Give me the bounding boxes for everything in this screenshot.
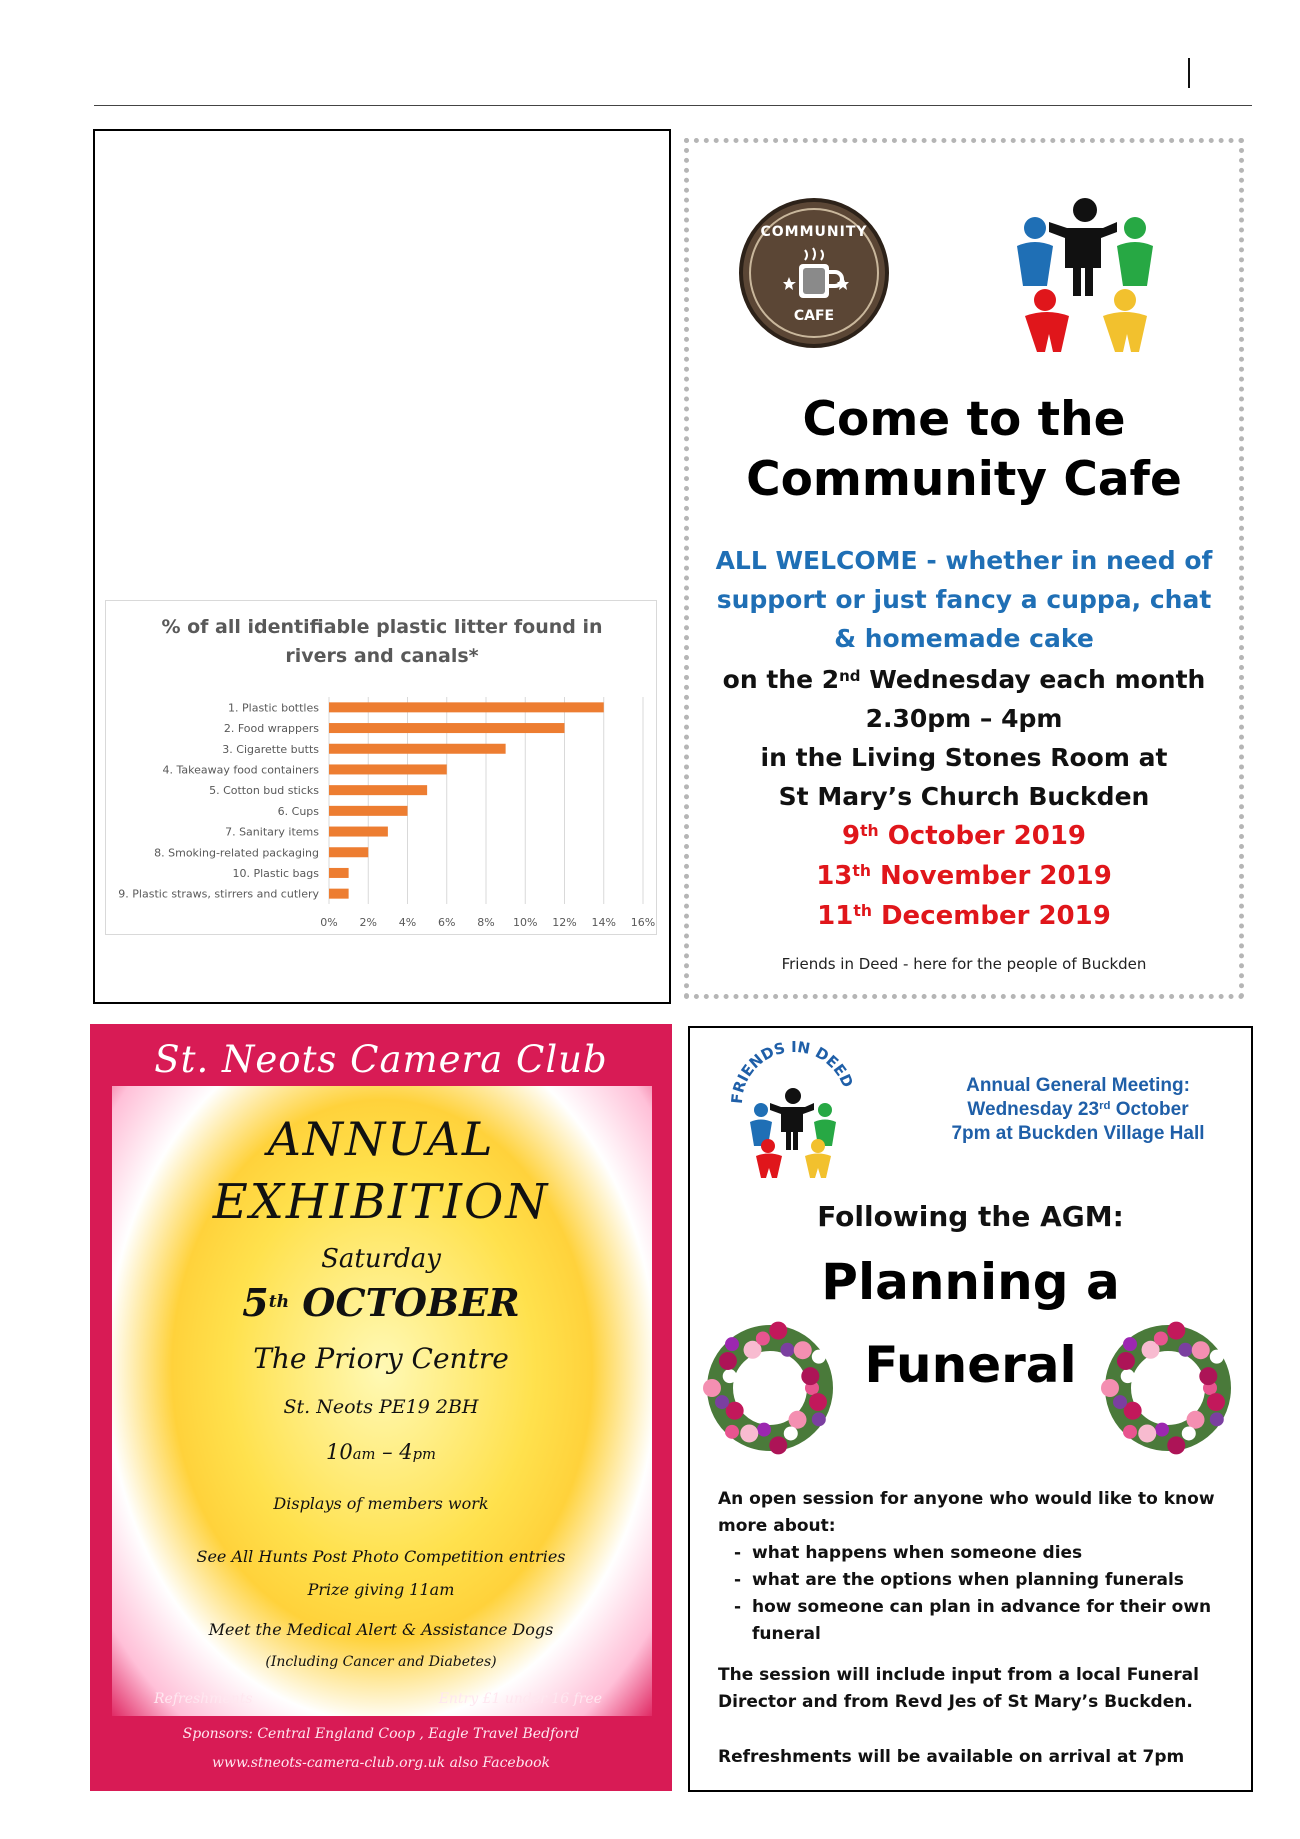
chart-category-label: 6. Cups (277, 804, 319, 818)
cafe-heading (689, 390, 1239, 510)
chart-x-tick-label: 2% (359, 916, 377, 929)
wreath-flower (794, 1341, 812, 1359)
wreath-flower (1210, 1412, 1224, 1426)
chart-category-label: 3. Cigarette butts (222, 742, 319, 756)
wreath-flower (1155, 1423, 1169, 1437)
cafe-logo-bottom-text: CAFE (793, 308, 835, 324)
exhibition-time-sep: – (375, 1440, 400, 1464)
chart-bar (329, 868, 349, 878)
agm-line-2-sup: rd (1099, 1100, 1111, 1113)
chart-bar (329, 806, 408, 816)
camera-refreshments: Refreshments (154, 1691, 253, 1707)
chart-category-label: 2. Food wrappers (223, 722, 319, 736)
cafe-welcome-line-3: & homemade cake (834, 624, 1094, 653)
wreath-flower (1187, 1411, 1205, 1429)
camera-sponsors: Sponsors: Central England Coop , Eagle Travel Bedford (182, 1726, 580, 1742)
chart-bar (329, 744, 506, 754)
chart-bar (329, 785, 427, 795)
cafe-place-line-2: St Mary’s Church Buckden (778, 782, 1150, 811)
funeral-topic-1: - what happens when someone dies (730, 1540, 1228, 1567)
spacer (718, 1730, 1228, 1744)
chart-category-label: 5. Cotton bud sticks (209, 784, 319, 798)
exhibition-prize: Prize giving 11am (307, 1580, 455, 1599)
chart-x-tick-label: 12% (552, 916, 577, 929)
agm-line-2-pre: Wednesday 23 (967, 1099, 1100, 1120)
wreath-flower (769, 1322, 787, 1340)
wreath-flower (1207, 1393, 1225, 1411)
wreath-flower (1138, 1424, 1156, 1442)
wreath-flower (1167, 1436, 1185, 1454)
cafe-when-pre: on the 2 (722, 665, 840, 694)
cafe-date-2 (689, 856, 1239, 896)
camera-website: www.stneots-camera-club.org.uk also Facebook (212, 1755, 550, 1771)
cafe-when-post: Wednesday each month (860, 665, 1206, 694)
exhibition-date-month: OCTOBER (289, 1280, 520, 1325)
cafe-date-2-day: 13 (816, 861, 853, 891)
wreath-flower (725, 1337, 739, 1351)
cafe-heading-line-2: Community Cafe (746, 452, 1182, 507)
chart-title-line-2: rivers and canals* (285, 645, 479, 667)
agm-line-2 (928, 1098, 1228, 1122)
wreath-flower (1178, 1343, 1192, 1357)
spacer (718, 1648, 1228, 1662)
header-rule (94, 105, 1252, 106)
wreath-flower (1192, 1341, 1210, 1359)
chart-category-label: 1. Plastic bottles (228, 701, 319, 715)
wreath-flower (703, 1379, 721, 1397)
spacer (718, 1716, 1228, 1730)
coffee-cup-icon (783, 246, 849, 304)
wreath-flower (780, 1343, 794, 1357)
chart-bar (329, 827, 388, 837)
wreath-flower (1210, 1350, 1224, 1364)
exhibition-date-num: 5 (242, 1280, 269, 1325)
plastic-litter-chart (105, 600, 657, 935)
chart-x-tick-label: 6% (438, 916, 456, 929)
funeral-title-line-2: Funeral (864, 1336, 1077, 1394)
exhibition-time-start-unit: am (352, 1446, 376, 1463)
friends-in-deed-logo (728, 1034, 858, 1180)
agm-notice (928, 1074, 1228, 1146)
cafe-place-line-1: in the Living Stones Room at (760, 743, 1168, 772)
cafe-time: 2.30pm – 4pm (865, 704, 1063, 733)
wreath-flower (784, 1426, 798, 1440)
chart-title (106, 613, 658, 671)
wreath-flower (809, 1393, 827, 1411)
wreath-flower (715, 1395, 729, 1409)
wreath-flower (1154, 1332, 1168, 1346)
cafe-logo-top-text: COMMUNITY (760, 224, 868, 240)
funeral-title-line-1: Planning a (821, 1253, 1120, 1311)
wreath-flower (1121, 1369, 1135, 1383)
wreath-flower (1182, 1426, 1196, 1440)
chart-x-tick-label: 10% (513, 916, 538, 929)
wreath-flower (756, 1332, 770, 1346)
chart-x-tick-label: 8% (477, 916, 495, 929)
chart-category-label: 10. Plastic bags (232, 866, 319, 880)
wreath-right-icon (1098, 1318, 1238, 1458)
cafe-dates (689, 816, 1239, 936)
cafe-footer: Friends in Deed - here for the people of Buckden (781, 955, 1147, 973)
cafe-welcome-line-2: support or just fancy a cuppa, chat (716, 585, 1212, 614)
cafe-date-1-rest: October 2019 (878, 821, 1086, 851)
cafe-date-1 (689, 816, 1239, 856)
wreath-flower (1199, 1367, 1217, 1385)
cafe-welcome (689, 541, 1239, 658)
cafe-date-2-rest: November 2019 (870, 861, 1112, 891)
funeral-topics (718, 1540, 1228, 1648)
chart-bar (329, 847, 368, 857)
cafe-date-1-sup: th (860, 822, 879, 841)
camera-club-panel (90, 1024, 672, 1791)
cafe-date-3-sup: th (853, 902, 872, 921)
wreath-flower (723, 1369, 737, 1383)
chart-x-tick-label: 14% (591, 916, 616, 929)
community-cafe-panel (684, 138, 1244, 999)
chart-bar (329, 764, 447, 774)
funeral-session: The session will include input from a local Funeral Director and from Revd Jes of St Mary’s Buckden. (718, 1665, 1199, 1712)
chart-category-label: 4. Takeaway food containers (162, 763, 319, 777)
cafe-date-3 (689, 896, 1239, 936)
cafe-date-2-sup: th (852, 862, 871, 881)
wreath-flower (1167, 1322, 1185, 1340)
wreath-flower (1117, 1352, 1135, 1370)
exhibition-dogs-note: (Including Cancer and Diabetes) (265, 1654, 497, 1670)
cafe-date-3-rest: December 2019 (871, 901, 1111, 931)
chart-x-tick-label: 0% (320, 916, 338, 929)
chart-title-line-1: % of all identifiable plastic litter found in (161, 616, 603, 638)
exhibition-address: St. Neots PE19 2BH (283, 1396, 479, 1418)
cafe-date-3-day: 11 (817, 901, 854, 931)
cafe-welcome-line-1: ALL WELCOME - whether in need of (715, 546, 1213, 575)
chart-bar (329, 723, 565, 733)
funeral-topic-2: - what are the options when planning funerals (730, 1567, 1228, 1594)
exhibition-time (90, 1440, 672, 1464)
funeral-topic-3: - how someone can plan in advance for their own funeral (730, 1594, 1228, 1648)
agm-line-1: Annual General Meeting: (966, 1075, 1190, 1096)
fid-logo-text: FRIENDS IN DEED (728, 1037, 857, 1105)
wreath-flower (725, 1425, 739, 1439)
wreath-flower (1101, 1379, 1119, 1397)
wreath-flower (789, 1411, 807, 1429)
cafe-date-1-day: 9 (842, 821, 861, 851)
chart-bar (329, 702, 604, 712)
friends-in-deed-people-icon (1005, 188, 1165, 358)
funeral-refreshments: Refreshments will be available on arrival at 7pm (718, 1747, 1185, 1767)
chart-bar (329, 889, 349, 899)
chart-x-tick-label: 16% (630, 916, 656, 929)
wreath-left-icon (700, 1318, 840, 1458)
camera-entry: Entry £1 under 16 free (438, 1691, 602, 1707)
wreath-flower (719, 1352, 737, 1370)
chart-category-label: 7. Sanitary items (225, 825, 319, 839)
funeral-panel (688, 1026, 1253, 1792)
funeral-intro: An open session for anyone who would like to know more about: (718, 1489, 1215, 1536)
community-cafe-logo (739, 198, 889, 348)
exhibition-dogs: Meet the Medical Alert & Assistance Dogs (208, 1620, 554, 1639)
exhibition-date-sup: th (268, 1292, 290, 1313)
exhibition-venue: The Priory Centre (253, 1342, 509, 1375)
exhibition-time-end-unit: pm (412, 1446, 436, 1463)
exhibition-title: EXHIBITION (212, 1174, 550, 1230)
exhibition-day: Saturday (321, 1244, 441, 1274)
wreath-flower (1113, 1395, 1127, 1409)
plastic-litter-panel (93, 129, 671, 1004)
wreath-flower (1123, 1337, 1137, 1351)
page-number-bar (1188, 58, 1190, 88)
wreath-flower (769, 1436, 787, 1454)
wreath-flower (757, 1423, 771, 1437)
agm-line-2-post: October (1110, 1099, 1189, 1120)
exhibition-date (90, 1280, 672, 1325)
exhibition-competition: See All Hunts Post Photo Competition entries (196, 1547, 566, 1566)
funeral-body (718, 1486, 1228, 1771)
agm-line-3: 7pm at Buckden Village Hall (951, 1123, 1205, 1144)
exhibition-annual: ANNUAL (267, 1112, 495, 1166)
cafe-logo-ring (749, 208, 879, 338)
exhibition-displays: Displays of members work (273, 1494, 489, 1513)
exhibition-time-start: 10 (326, 1440, 353, 1464)
wreath-flower (740, 1424, 758, 1442)
cafe-details (689, 660, 1239, 816)
cafe-when (689, 660, 1239, 699)
camera-club-title: St. Neots Camera Club (154, 1038, 608, 1081)
chart-category-label: 8. Smoking-related packaging (154, 846, 319, 860)
wreath-flower (801, 1367, 819, 1385)
cafe-when-sup: nd (839, 666, 861, 685)
chart-x-tick-label: 4% (398, 916, 417, 929)
wreath-flower (812, 1412, 826, 1426)
wreath-flower (812, 1350, 826, 1364)
cafe-heading-line-1: Come to the (802, 392, 1126, 447)
following-agm: Following the AGM: (817, 1200, 1124, 1233)
chart-category-label: 9. Plastic straws, stirrers and cutlery (118, 887, 319, 901)
wreath-flower (1123, 1425, 1137, 1439)
exhibition-time-end: 4 (399, 1440, 413, 1464)
